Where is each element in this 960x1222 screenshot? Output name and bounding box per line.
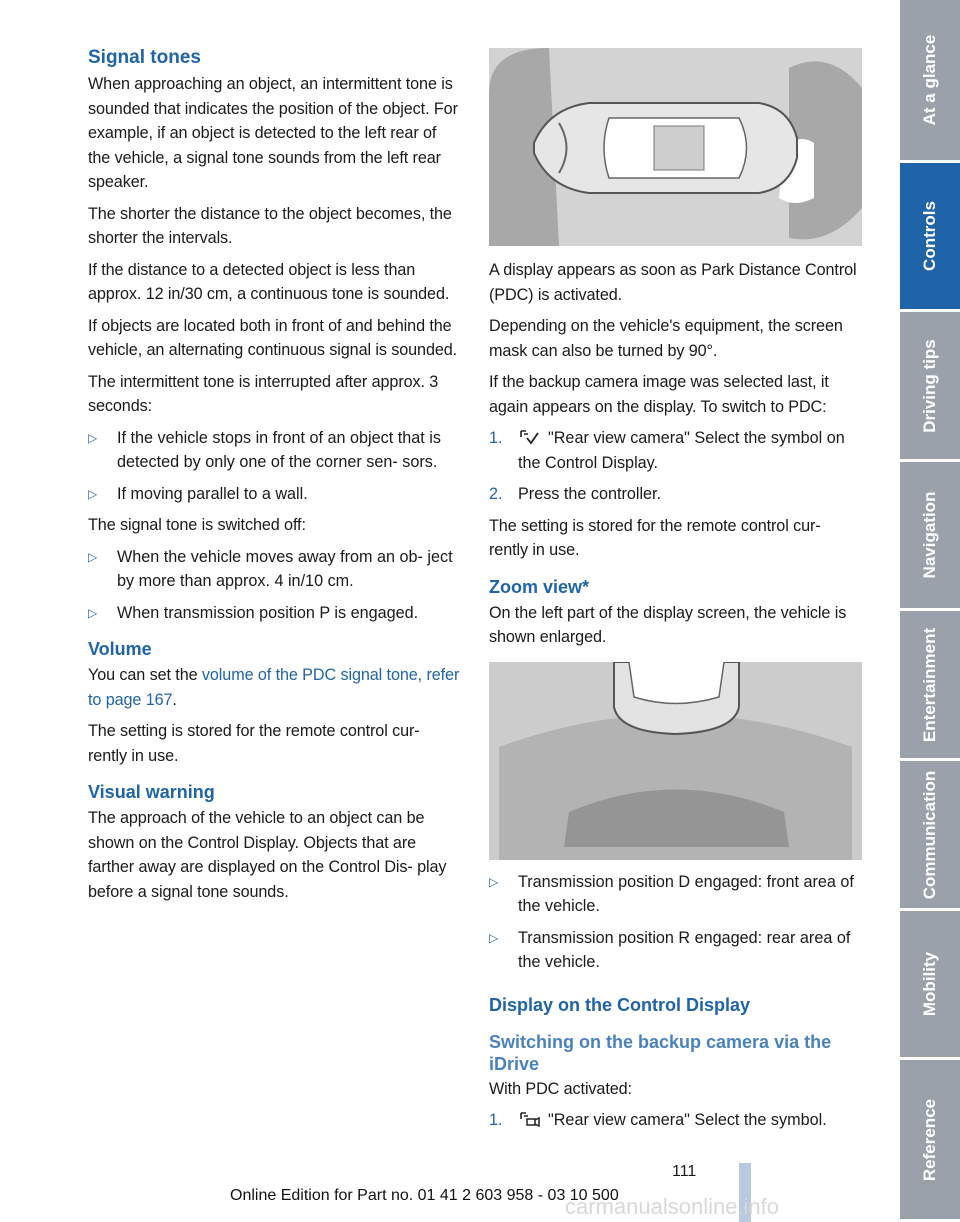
- tab-label: Mobility: [920, 951, 939, 1017]
- step-number: 2.: [489, 485, 503, 503]
- paragraph: If objects are located both in front of and behind the vehicle, an alternating continuous signal is sounded.: [88, 316, 458, 359]
- tab-label: Controls: [920, 201, 939, 271]
- paragraph: If the distance to a detected object is less than approx. 12 in/30 cm, a continuous tone is sounded.: [88, 260, 450, 303]
- pdc-display-figure: [489, 48, 862, 246]
- paragraph: The setting is stored for the remote control cur‐ rently in use.: [88, 722, 420, 765]
- list-item: [88, 601, 462, 626]
- bullet-arrow-icon: ▷: [88, 605, 98, 620]
- list-item-text: Transmission position D engaged: front area of the vehicle.: [518, 872, 854, 915]
- zoom-view-illustration: [489, 662, 862, 860]
- list-item-text: When the vehicle moves away from an ob‐ ject by more than approx. 4 in/10 cm.: [117, 547, 453, 590]
- list-item: [489, 870, 863, 919]
- page-number: 111: [672, 1163, 697, 1180]
- step-item: [489, 426, 863, 475]
- list-item-text: When transmission position P is engaged.: [117, 603, 419, 622]
- heading-signal-tones: Signal tones: [88, 47, 201, 68]
- list-item: [88, 426, 462, 475]
- list-item-text: Transmission position R engaged: rear area of the vehicle.: [518, 928, 851, 971]
- text: .: [172, 690, 177, 709]
- tab-communication[interactable]: [900, 761, 960, 911]
- watermark: carmanualsonline.info: [565, 1194, 780, 1219]
- tab-label: Reference: [920, 1098, 939, 1181]
- paragraph: A display appears as soon as Park Distance Control (PDC) is activated.: [489, 261, 857, 304]
- tab-mobility[interactable]: [900, 911, 960, 1060]
- heading-display-control: Display on the Control Display: [489, 994, 751, 1015]
- paragraph-volume: [88, 663, 462, 712]
- pdc-car-top-view-illustration: [489, 48, 862, 246]
- tab-label: Navigation: [920, 491, 939, 579]
- heading-zoom-view: Zoom view*: [489, 576, 590, 597]
- bullet-arrow-icon: ▷: [88, 486, 98, 501]
- tab-reference[interactable]: [900, 1060, 960, 1222]
- chapter-sidebar: [900, 0, 960, 1222]
- heading-visual-warning: Visual warning: [88, 782, 215, 802]
- heading-volume: Volume: [88, 639, 152, 659]
- step-text: "Rear view camera" Select the symbol on the Control Display.: [518, 429, 845, 472]
- footer-edition: Online Edition for Part no. 01 41 2 603 958 - 03 10 500: [230, 1187, 619, 1204]
- bullet-arrow-icon: ▷: [88, 549, 98, 564]
- step-text: "Rear view camera" Select the symbol.: [548, 1111, 827, 1129]
- paragraph: On the left part of the display screen, the vehicle is shown enlarged.: [489, 603, 847, 646]
- tab-controls[interactable]: [900, 163, 960, 312]
- tab-label: At a glance: [920, 34, 939, 126]
- paragraph: Depending on the vehicle's equipment, the screen mask can also be turned by 90°.: [489, 317, 843, 360]
- tab-at-a-glance[interactable]: [900, 0, 960, 163]
- paragraph: The signal tone is switched off:: [88, 516, 306, 534]
- text: You can set the: [88, 666, 202, 684]
- bullet-arrow-icon: ▷: [489, 930, 499, 945]
- step-number: 1.: [489, 1111, 503, 1129]
- paragraph: The setting is stored for the remote control cur‐ rently in use.: [489, 516, 821, 559]
- tab-label: Driving tips: [920, 338, 939, 433]
- paragraph: The shorter the distance to the object becomes, the shorter the intervals.: [88, 204, 452, 247]
- paragraph: The intermittent tone is interrupted after approx. 3 seconds:: [88, 372, 439, 415]
- list-item-text: If moving parallel to a wall.: [117, 484, 308, 503]
- tab-entertainment[interactable]: [900, 611, 960, 761]
- list-item: [489, 926, 863, 975]
- heading-switch-camera: Switching on the backup camera via the iDrive: [489, 1031, 832, 1074]
- paragraph: If the backup camera image was selected last, it again appears on the display. To switch to PDC:: [489, 373, 829, 416]
- camera-icon: [518, 1111, 540, 1127]
- camera-check-icon: [518, 429, 540, 445]
- tab-label: Communication: [920, 770, 939, 899]
- step-number: 1.: [489, 429, 503, 447]
- left-column: [88, 46, 462, 911]
- tab-navigation[interactable]: [900, 462, 960, 611]
- list-item-text: If the vehicle stops in front of an object that is detected by only one of the corner sen‐ sors.: [117, 428, 441, 471]
- paragraph: The approach of the vehicle to an object can be shown on the Control Display. Objects that are farther away are displayed on the Control Dis‐ play before a signal tone sounds.: [88, 809, 447, 901]
- step-item: [489, 482, 863, 507]
- right-column: [489, 46, 863, 1140]
- step-text: Press the controller.: [518, 485, 662, 503]
- tab-driving-tips[interactable]: [900, 312, 960, 462]
- cross-reference-link[interactable]: volume of the PDC signal tone, refer to page 167: [88, 666, 460, 709]
- bullet-arrow-icon: ▷: [88, 430, 98, 445]
- step-item: [489, 1108, 863, 1133]
- list-item: [88, 545, 462, 594]
- paragraph: With PDC activated:: [489, 1079, 632, 1098]
- tab-label: Entertainment: [920, 627, 939, 742]
- list-item: [88, 482, 462, 507]
- bullet-arrow-icon: ▷: [489, 874, 499, 889]
- paragraph: When approaching an object, an intermittent tone is sounded that indicates the position of the object. For example, if an object is detected to the left rear of the vehicle, a signal tone sounds from the left rear speaker.: [88, 75, 458, 191]
- zoom-view-figure: [489, 662, 862, 860]
